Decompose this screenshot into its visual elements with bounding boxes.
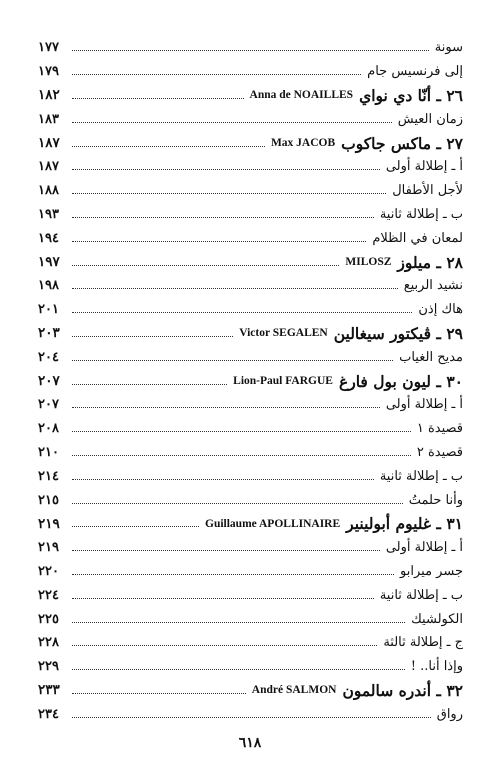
dot-leader <box>72 217 374 218</box>
toc-entry-row[interactable] <box>38 226 463 250</box>
toc-entry-row[interactable] <box>38 441 463 465</box>
dot-leader <box>72 431 411 432</box>
entry-title: أ ـ إطلالة أولى <box>385 540 463 556</box>
toc-chapter-row[interactable] <box>38 679 463 703</box>
toc-entry-row[interactable] <box>38 393 463 417</box>
page-ref: ٢١٩ <box>38 540 59 556</box>
toc-chapter-row[interactable] <box>38 369 463 393</box>
page-ref: ١٨٧ <box>38 135 60 152</box>
page-ref: ٢١٠ <box>38 444 59 460</box>
dot-leader <box>72 503 403 504</box>
toc-entry-row[interactable] <box>38 417 463 441</box>
toc-entry-row[interactable] <box>38 583 463 607</box>
toc-entry-row[interactable] <box>38 274 463 298</box>
toc-entry-row[interactable] <box>38 655 463 679</box>
page-ref: ٢٠١ <box>38 302 59 318</box>
page-number: ٦١٨ <box>238 735 262 751</box>
entry-title: مديح الغياب <box>399 349 463 365</box>
page-ref: ١٩٨ <box>38 278 59 294</box>
entry-title: سونة <box>434 40 463 56</box>
toc-chapter-row[interactable] <box>38 322 463 346</box>
dot-leader <box>72 288 398 289</box>
entry-title: ب ـ إطلالة ثانية <box>379 468 463 484</box>
dot-leader <box>72 169 380 170</box>
toc-entry-row[interactable] <box>38 107 463 131</box>
toc-entry-row[interactable] <box>38 298 463 322</box>
entry-title: نشيد الربيع <box>403 278 463 294</box>
page-ref: ٢٢٤ <box>38 587 59 603</box>
entry-title: لمعان في الظلام <box>372 230 463 246</box>
dot-leader <box>72 312 412 313</box>
entry-title: ب ـ إطلالة ثانية <box>379 206 463 222</box>
dot-leader <box>72 574 394 575</box>
author-latin-name: Lion-Paul FARGUE <box>233 375 333 388</box>
toc-entry-row[interactable] <box>38 179 463 203</box>
chapter-title: ٣١ ـ غليوم أبولينير <box>346 514 463 534</box>
page-ref: ١٩٧ <box>38 254 60 271</box>
page-ref: ٢٣٣ <box>38 682 60 699</box>
dot-leader <box>72 407 380 408</box>
page-ref: ١٨٨ <box>38 183 59 199</box>
page-ref: ٢٠٧ <box>38 397 59 413</box>
page-ref: ١٩٤ <box>38 230 59 246</box>
dot-leader <box>72 550 380 551</box>
entry-title: جسر ميرابو <box>400 563 463 579</box>
toc-entry-row[interactable] <box>38 536 463 560</box>
page-ref: ١٧٩ <box>38 64 59 80</box>
entry-title: وأنا حلمتُ <box>408 492 463 508</box>
entry-title: إلى فرنسيس جام <box>367 64 463 80</box>
dot-leader <box>72 598 374 599</box>
page-ref: ١٨٢ <box>38 87 60 104</box>
page-ref: ٢٣٤ <box>38 706 59 722</box>
entry-title: أ ـ إطلالة أولى <box>385 159 463 175</box>
toc-entry-row[interactable] <box>38 560 463 584</box>
dot-leader <box>72 360 393 361</box>
dot-leader <box>72 645 377 646</box>
author-latin-name: André SALMON <box>251 684 337 697</box>
toc-chapter-row[interactable] <box>38 131 463 155</box>
toc-entry-row[interactable] <box>38 36 463 60</box>
dot-leader <box>72 50 429 51</box>
author-latin-name: Victor SEGALEN <box>239 327 328 340</box>
dot-leader <box>72 122 392 123</box>
dot-leader <box>72 241 366 242</box>
toc-entry-row[interactable] <box>38 60 463 84</box>
dot-leader <box>72 693 246 694</box>
toc-entry-row[interactable] <box>38 155 463 179</box>
page-ref: ٢٢٥ <box>38 611 59 627</box>
chapter-title: ٢٩ ـ ڤيكتور سيغالين <box>333 323 463 343</box>
dot-leader <box>72 669 405 670</box>
toc-entry-row[interactable] <box>38 607 463 631</box>
toc-entry-row[interactable] <box>38 488 463 512</box>
dot-leader <box>72 146 265 147</box>
page-ref: ١٧٧ <box>38 40 59 56</box>
table-of-contents <box>38 36 463 726</box>
dot-leader <box>72 98 244 99</box>
entry-title: قصيدة ١ <box>416 421 463 437</box>
toc-entry-row[interactable] <box>38 702 463 726</box>
entry-title: رواق <box>436 706 463 722</box>
page-ref: ٢٢٠ <box>38 563 59 579</box>
chapter-title: ٣٠ ـ ليون بول فارغ <box>338 371 463 391</box>
toc-entry-row[interactable] <box>38 345 463 369</box>
dot-leader <box>72 193 386 194</box>
author-latin-name: MILOSZ <box>345 256 392 269</box>
toc-chapter-row[interactable] <box>38 250 463 274</box>
toc-entry-row[interactable] <box>38 631 463 655</box>
page-ref: ٢١٩ <box>38 515 60 532</box>
author-latin-name: Max JACOB <box>270 137 336 150</box>
entry-title: زمان العيش <box>397 111 463 127</box>
chapter-title: ٢٦ ـ أنّا دي نواي <box>359 85 463 105</box>
dot-leader <box>72 622 405 623</box>
toc-chapter-row[interactable] <box>38 84 463 108</box>
entry-title: أ ـ إطلالة أولى <box>385 397 463 413</box>
dot-leader <box>72 336 233 337</box>
page-ref: ١٨٧ <box>38 159 59 175</box>
entry-title: ج ـ إطلالة ثالثة <box>383 635 463 651</box>
page-ref: ٢٠٨ <box>38 421 59 437</box>
entry-title: لأجل الأطفال <box>392 183 463 199</box>
entry-title: هاك إذن <box>418 302 463 318</box>
page-ref: ٢٢٩ <box>38 659 59 675</box>
chapter-title: ٣٢ ـ أندره سالمون <box>342 680 463 700</box>
dot-leader <box>72 479 374 480</box>
author-latin-name: Guillaume APOLLINAIRE <box>205 517 341 530</box>
page-ref: ٢٢٨ <box>38 635 59 651</box>
toc-chapter-row[interactable] <box>38 512 463 536</box>
toc-entry-row[interactable] <box>38 464 463 488</box>
dot-leader <box>72 526 199 527</box>
dot-leader <box>72 455 411 456</box>
dot-leader <box>72 265 339 266</box>
author-latin-name: Anna de NOAILLES <box>249 89 354 102</box>
dot-leader <box>72 74 361 75</box>
dot-leader <box>72 717 431 718</box>
page-ref: ٢٠٤ <box>38 349 59 365</box>
page-ref: ٢١٥ <box>38 492 59 508</box>
page-ref: ١٩٣ <box>38 206 59 222</box>
page-ref: ٢٠٧ <box>38 373 60 390</box>
page-ref: ١٨٣ <box>38 111 59 127</box>
page-ref: ٢٠٣ <box>38 325 60 342</box>
toc-entry-row[interactable] <box>38 203 463 227</box>
entry-title: الكولشيك <box>411 611 463 627</box>
chapter-title: ٢٨ ـ ميلوز <box>397 252 463 272</box>
entry-title: وإذا أنا.. ! <box>410 659 463 675</box>
dot-leader <box>72 384 227 385</box>
entry-title: قصيدة ٢ <box>416 444 463 460</box>
page-ref: ٢١٤ <box>38 468 59 484</box>
entry-title: ب ـ إطلالة ثانية <box>379 587 463 603</box>
chapter-title: ٢٧ ـ ماكس جاكوب <box>341 133 463 153</box>
